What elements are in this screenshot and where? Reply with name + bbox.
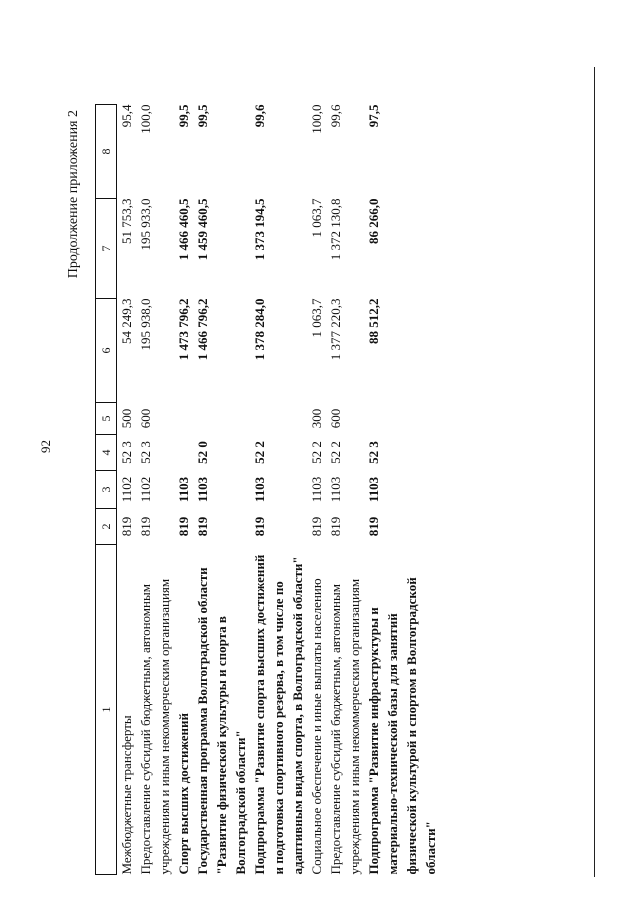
execution-percent-cell: 100,0 bbox=[309, 104, 324, 134]
column-header: 5 bbox=[96, 403, 117, 435]
column-header: 3 bbox=[96, 471, 117, 509]
execution-percent-cell: 99,6 bbox=[328, 104, 343, 128]
row-name-cell: Спорт высших достижений bbox=[176, 713, 191, 875]
table-row bbox=[250, 105, 307, 875]
execution-percent-cell: 95,4 bbox=[119, 104, 134, 128]
executed-amount-cell: 86 266,0 bbox=[366, 198, 381, 244]
program-code-cell bbox=[174, 435, 193, 471]
appendix-continuation-title: Продолжение приложения 2 bbox=[66, 110, 81, 279]
row-name-cell: Социальное обеспечение и иные выплаты населению bbox=[309, 578, 324, 875]
table-row bbox=[307, 105, 326, 875]
row-name-cell: Предоставление субсидий бюджетным, автономным учреждениям и иным некоммерческим организациям bbox=[328, 578, 362, 875]
section-code-cell: 1103 bbox=[366, 476, 381, 503]
program-code-cell: 52 3 bbox=[138, 441, 153, 464]
executed-amount-cell: 1 466 460,5 bbox=[176, 198, 191, 261]
section-code-cell: 1103 bbox=[252, 476, 267, 503]
program-code-cell: 52 3 bbox=[119, 441, 134, 464]
executed-amount-cell: 195 933,0 bbox=[138, 198, 153, 251]
expense-type-cell bbox=[174, 403, 193, 435]
expense-type-cell: 600 bbox=[138, 408, 153, 429]
section-code-cell: 1103 bbox=[195, 476, 210, 503]
ministry-code-cell: 819 bbox=[176, 516, 191, 537]
execution-percent-cell: 99,5 bbox=[176, 104, 191, 128]
planned-amount-cell: 1 377 220,3 bbox=[328, 298, 343, 361]
row-name-cell: Межбюджетные трансферты bbox=[119, 715, 134, 875]
row-name-cell: Подпрограмма "Развитие инфраструктуры и материально-технической базы для занятий физической культурой и спортом в Волгоградской области" bbox=[366, 577, 438, 875]
planned-amount-cell: 1 378 284,0 bbox=[252, 298, 267, 361]
section-code-cell: 1103 bbox=[309, 476, 324, 503]
planned-amount-cell: 88 512,2 bbox=[366, 298, 381, 344]
section-code-cell: 1102 bbox=[138, 476, 153, 503]
ministry-code-cell: 819 bbox=[366, 516, 381, 537]
table-row bbox=[174, 105, 193, 875]
executed-amount-cell: 1 063,7 bbox=[309, 198, 324, 238]
planned-amount-cell: 1 473 796,2 bbox=[176, 298, 191, 361]
planned-amount-cell: 1 466 796,2 bbox=[195, 298, 210, 361]
column-header: 6 bbox=[96, 299, 117, 403]
expense-type-cell bbox=[364, 403, 440, 435]
execution-percent-cell: 99,6 bbox=[252, 104, 267, 128]
program-code-cell: 52 2 bbox=[252, 441, 267, 464]
ministry-code-cell: 819 bbox=[328, 516, 343, 537]
program-code-cell: 52 2 bbox=[328, 441, 343, 464]
program-code-cell: 52 3 bbox=[366, 441, 381, 464]
table-body bbox=[117, 105, 441, 875]
column-header: 1 bbox=[96, 545, 117, 875]
column-header: 7 bbox=[96, 199, 117, 299]
table-row bbox=[117, 105, 137, 875]
execution-percent-cell: 99,5 bbox=[195, 104, 210, 128]
execution-percent-cell: 97,5 bbox=[366, 104, 381, 128]
row-name-cell: Предоставление субсидий бюджетным, автономным учреждениям и иным некоммерческим организациям bbox=[138, 578, 172, 875]
section-code-cell: 1103 bbox=[176, 476, 191, 503]
planned-amount-cell: 54 249,3 bbox=[119, 298, 134, 344]
executed-amount-cell: 51 753,3 bbox=[119, 198, 134, 244]
planned-amount-cell: 195 938,0 bbox=[138, 298, 153, 351]
ministry-code-cell: 819 bbox=[252, 516, 267, 537]
column-header: 4 bbox=[96, 435, 117, 471]
row-name-cell: Государственная программа Волгоградской области "Развитие физической культуры и спорта в Волгоградской области" bbox=[195, 567, 248, 875]
expense-type-cell: 500 bbox=[119, 408, 134, 429]
ministry-code-cell: 819 bbox=[138, 516, 153, 537]
planned-amount-cell: 1 063,7 bbox=[309, 298, 324, 338]
page-number: 92 bbox=[38, 440, 53, 453]
section-code-cell: 1102 bbox=[119, 476, 134, 503]
section-code-cell: 1103 bbox=[328, 476, 343, 503]
ministry-code-cell: 819 bbox=[195, 516, 210, 537]
column-header: 2 bbox=[96, 509, 117, 545]
ministry-code-cell: 819 bbox=[309, 516, 324, 537]
table-row bbox=[136, 105, 174, 875]
program-code-cell: 52 2 bbox=[309, 441, 324, 464]
table-row bbox=[193, 105, 250, 875]
execution-percent-cell: 100,0 bbox=[138, 104, 153, 134]
expense-type-cell bbox=[193, 403, 250, 435]
ministry-code-cell: 819 bbox=[119, 516, 134, 537]
executed-amount-cell: 1 372 130,8 bbox=[328, 198, 343, 261]
row-name-cell: Подпрограмма "Развитие спорта высших достижений и подготовка спортивного резерва, в том числе по адаптивным видам спорта, в Волгоградской области" bbox=[252, 554, 305, 875]
expense-type-cell: 600 bbox=[328, 408, 343, 429]
expense-type-cell bbox=[250, 403, 307, 435]
budget-table bbox=[95, 104, 440, 875]
program-code-cell: 52 0 bbox=[195, 441, 210, 464]
table-row bbox=[364, 105, 440, 875]
expense-type-cell: 300 bbox=[309, 408, 324, 429]
column-header: 8 bbox=[96, 105, 117, 199]
page-bottom-rule bbox=[594, 67, 595, 877]
table-row bbox=[326, 105, 364, 875]
table-header-row bbox=[96, 105, 117, 875]
executed-amount-cell: 1 373 194,5 bbox=[252, 198, 267, 261]
executed-amount-cell: 1 459 460,5 bbox=[195, 198, 210, 261]
